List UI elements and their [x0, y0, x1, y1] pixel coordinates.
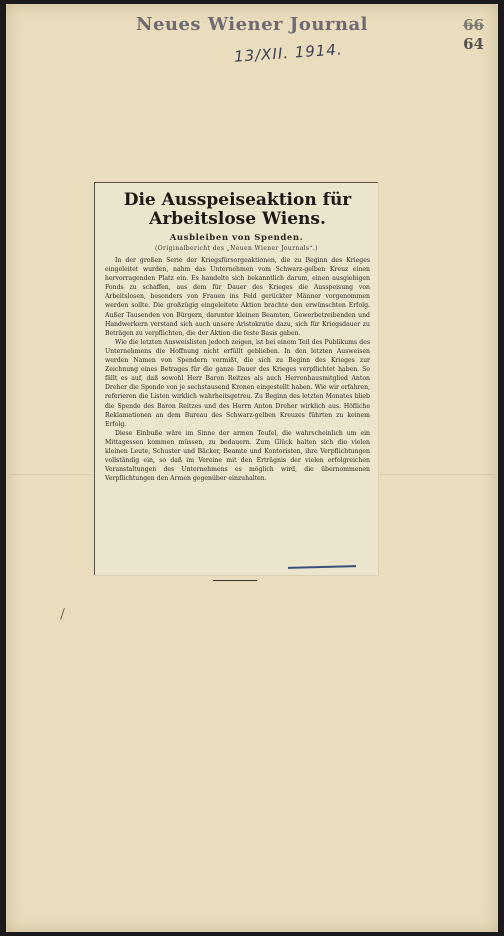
article-paragraph: Diese Einbuße wäre im Sinne der armen Teufel, die wahrscheinlich um ein Mittagessen kommen müssen, zu bedauern. Zum Glück halten sich die vielen kleinen Leute, Schuster und Bäcker, Beamte und Kontoristen, ihre Verpflichtungen vollständig ein, so daß im Vereine mit den Erträgnis der vielen erfolgreichen Veranstaltungen des Unternehmens es möglich wird, die übernommenen Verpflichtungen den Armen gegenüber einzuhalten. — [105, 429, 370, 483]
archive-sheet — [6, 4, 498, 932]
article-subheadline: Ausbleiben von Spenden. — [169, 233, 304, 243]
article-end-rule — [213, 580, 257, 581]
page-number — [463, 16, 484, 54]
newspaper-masthead: Neues Wiener Journal — [135, 14, 368, 35]
handwritten-date: 13/XII. 1914. — [233, 40, 344, 66]
newspaper-clipping — [94, 182, 378, 575]
page-number-old: 66 — [463, 16, 484, 34]
article-paragraph: Wie die letzten Ausweislisten jedoch zeigen, ist bei einem Teil des Publikums des Unternehmens die Hoffnung nicht erfüllt geblieben. In den letzten Ausweisen werden Namen von Spendern vermißt, die sich zu Beginn des Krieges zur Zeichnung eines Betrages für die ganze Dauer des Krieges verpflichtet haben. So fällt es auf, daß sowohl Herr Baron Reitzes als auch Herrenhausmitglied Anton Dreher die Spende von je sechstausend Kronen eingestellt haben. Wie wir erfahren, referieren die Listen wirklich wahrheitsgetreu. Zu Beginn des letzten Monates blieb die Spende des Baron Reitzes und des Herrn Anton Dreher wirklich aus. Höfliche Reklamationen an dem Bureau des Schwarz-gelben Kreuzes führten zu keinem Erfolg. — [105, 338, 370, 428]
article-body — [105, 256, 370, 483]
article-source-line: (Originalbericht des „Neuen Wiener Journals“.) — [155, 245, 318, 252]
article-paragraph: In der großen Serie der Kriegsfürsorgeaktionen, die zu Beginn des Krieges eingeleitet wurden, nahm das Unternehmen vom Schwarz-gelben Kreuz einen hervorragenden Platz ein. Es handelte sich bekanntlich darum, einen ausgiebigen Fonds zu schaffen, aus dem für Dauer des Krieges die Ausspeisung von Arbeitslosen, besonders von Frauen ins Feld gerückter Männer vorgenommen werden sollte. Die großzügig eingeleitete Aktion brachte den erwünschten Erfolg. Außer Tausenden von Bürgern, darunter kleinen Beamten, Gewerbetreibenden und Handwerkern verstand sich auch unsere Aristokratie dazu, sich für Kriegsdauer zu Beträgen zu verpflichten, die der Aktion die feste Basis gaben. — [105, 257, 370, 337]
article-headline: Die Ausspeiseaktion für Arbeitslose Wiens. — [123, 190, 352, 229]
page-number-current: 64 — [463, 35, 484, 53]
pencil-mark — [60, 608, 65, 620]
